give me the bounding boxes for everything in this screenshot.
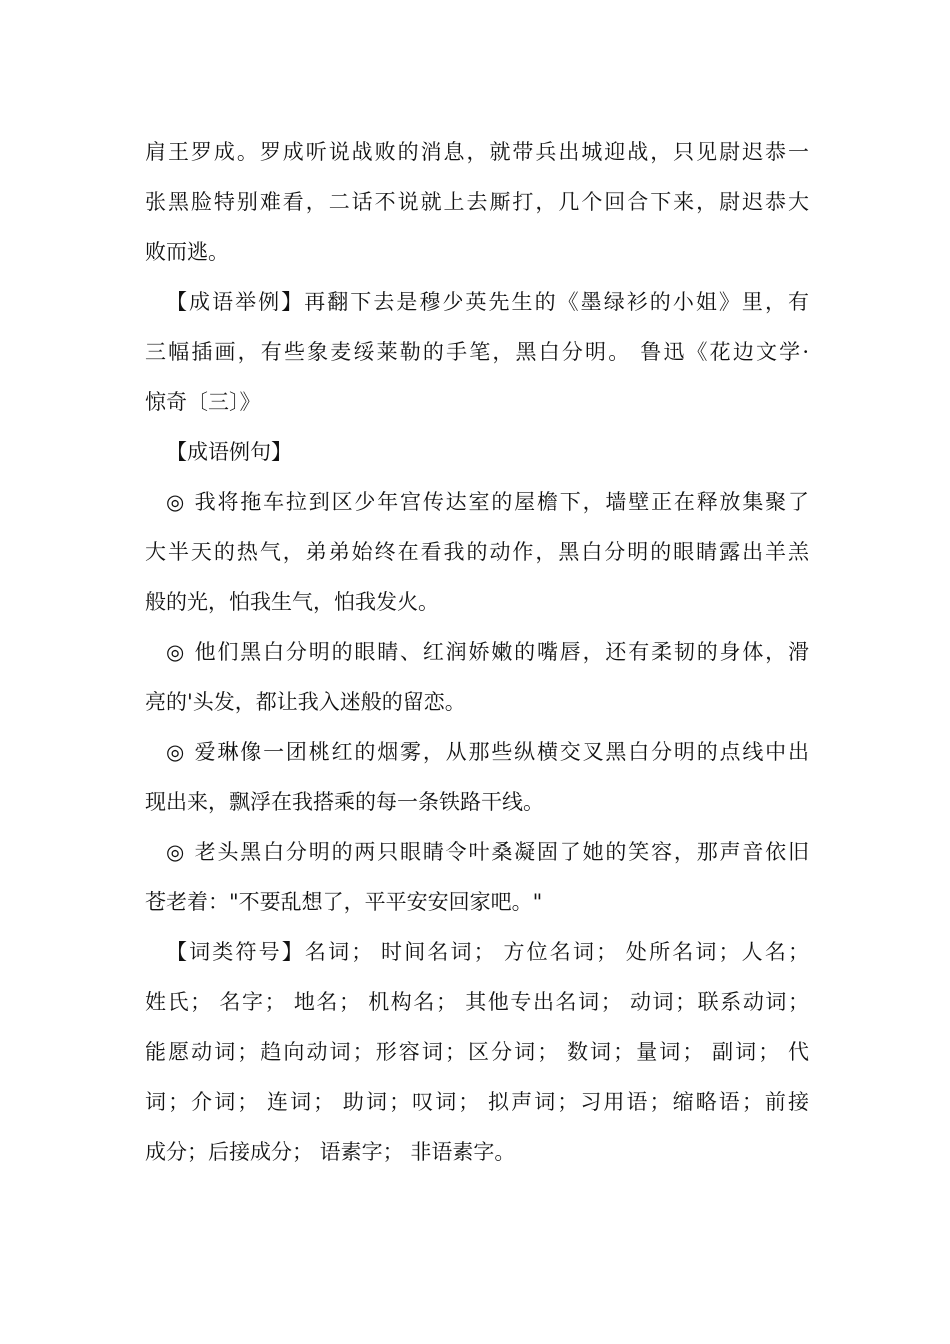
text-line: 张黑脸特别难看，二话不说就上去厮打，几个回合下来，尉迟恭大 [145, 190, 809, 214]
text-line: 成分；后接成分； 语素字； 非语素字。 [145, 1140, 516, 1164]
text-line: ◎ 爱琳像一团桃红的烟雾，从那些纵横交叉黑白分明的点线中出 [166, 740, 809, 764]
text-line: ◎ 他们黑白分明的眼睛、红润娇嫩的嘴唇，还有柔韧的身体，滑 [166, 640, 809, 664]
text-line: 惊奇〔三〕》 [145, 390, 261, 414]
text-line: 【词类符号】名词； 时间名词； 方位名词； 处所名词；人名； [166, 940, 809, 964]
text-line: ◎ 老头黑白分明的两只眼睛令叶桑凝固了她的笑容，那声音依旧 [166, 840, 809, 864]
text-line: 亮的'头发，都让我入迷般的留恋。 [145, 690, 466, 714]
section-heading: 【成语例句】 [166, 440, 292, 464]
text-line: 三幅插画，有些象麦绥莱勒的手笔，黑白分明。 鲁迅《花边文学· [145, 340, 809, 364]
text-line: 【成语举例】再翻下去是穆少英先生的《墨绿衫的小姐》里，有 [166, 290, 809, 314]
text-line: 词；介词； 连词； 助词；叹词； 拟声词；习用语；缩略语；前接 [145, 1090, 809, 1114]
text-line: 般的光，怕我生气，怕我发火。 [145, 590, 439, 614]
text-line: 苍老着："不要乱想了，平平安安回家吧。" [145, 890, 543, 914]
text-line: 能愿动词；趋向动词；形容词；区分词； 数词；量词； 副词； 代 [145, 1040, 809, 1064]
text-line: 姓氏； 名字； 地名； 机构名； 其他专出名词； 动词；联系动词； [145, 990, 809, 1014]
text-line: 败而逃。 [145, 240, 229, 264]
text-line: 肩王罗成。罗成听说战败的消息，就带兵出城迎战，只见尉迟恭一 [145, 140, 809, 164]
text-line: 大半天的热气，弟弟始终在看我的动作，黑白分明的眼睛露出羊羔 [145, 540, 809, 564]
text-line: 现出来，飘浮在我搭乘的每一条铁路干线。 [145, 790, 544, 814]
text-line: ◎ 我将拖车拉到区少年宫传达室的屋檐下，墙壁正在释放集聚了 [166, 490, 809, 514]
